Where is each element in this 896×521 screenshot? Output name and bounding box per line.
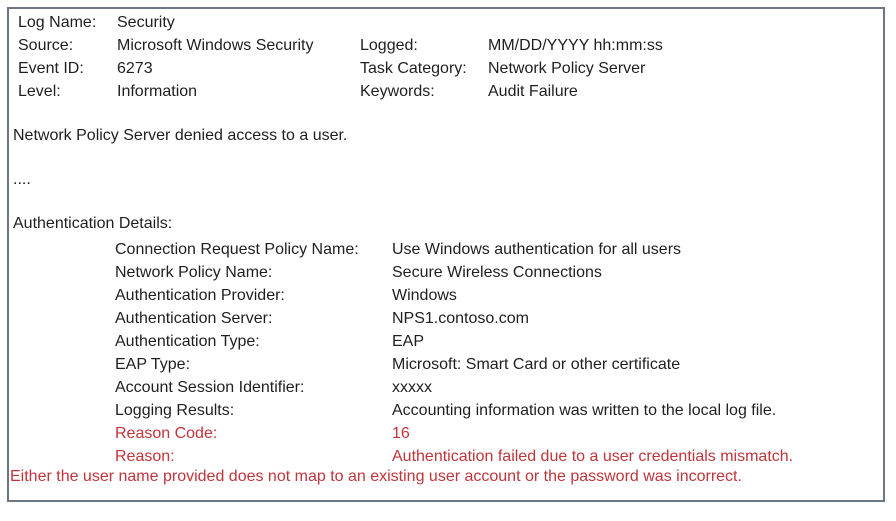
detail-value: NPS1.contoso.com	[392, 310, 529, 327]
ellipsis-text: ....	[13, 171, 31, 188]
detail-value: xxxxx	[392, 379, 432, 396]
header-row-log-name	[9, 11, 883, 34]
level-value: Information	[117, 83, 198, 100]
header-row-eventid-taskcategory	[9, 57, 883, 80]
authentication-details-heading	[9, 212, 883, 235]
header-row-level-keywords	[9, 80, 883, 103]
detail-label: Network Policy Name:	[115, 264, 273, 281]
detail-row-connection-request-policy	[9, 238, 883, 261]
detail-row-account-session-identifier	[9, 376, 883, 399]
reason-value: Authentication failed due to a user credentials mismatch.	[392, 448, 794, 465]
detail-value: Use Windows authentication for all users	[392, 241, 682, 258]
task-category-label: Task Category:	[360, 60, 467, 77]
detail-row-network-policy-name	[9, 261, 883, 284]
failure-explanation	[9, 465, 883, 488]
level-label: Level:	[18, 83, 61, 100]
source-value: Microsoft Windows Security	[117, 37, 314, 54]
detail-value: Secure Wireless Connections	[392, 264, 602, 281]
reason-code-label: Reason Code:	[115, 425, 218, 442]
header-spacer	[488, 11, 883, 34]
logged-value: MM/DD/YYYY hh:mm:ss	[488, 37, 663, 54]
event-message	[9, 124, 883, 147]
task-category-value: Network Policy Server	[488, 60, 646, 77]
ellipsis-placeholder	[9, 168, 883, 191]
reason-code-value: 16	[392, 425, 410, 442]
failure-explanation-text: Either the user name provided does not map to an existing user account or the password was incorrect.	[10, 468, 742, 485]
detail-row-authentication-type	[9, 330, 883, 353]
log-name-value: Security	[117, 14, 175, 31]
detail-value: Microsoft: Smart Card or other certificate	[392, 356, 681, 373]
detail-label: Authentication Type:	[115, 333, 260, 350]
keywords-label: Keywords:	[360, 83, 435, 100]
detail-label: Logging Results:	[115, 402, 235, 419]
reason-label: Reason:	[115, 448, 175, 465]
event-header	[9, 11, 883, 103]
source-label: Source:	[18, 37, 74, 54]
authentication-details-list	[9, 238, 883, 468]
log-name-label: Log Name:	[18, 14, 97, 31]
event-message-text: Network Policy Server denied access to a user.	[13, 127, 348, 144]
detail-value: Windows	[392, 287, 457, 304]
header-spacer	[360, 11, 488, 34]
detail-row-authentication-provider	[9, 284, 883, 307]
header-row-source-logged	[9, 34, 883, 57]
detail-label: Authentication Server:	[115, 310, 273, 327]
detail-row-eap-type	[9, 353, 883, 376]
detail-label: Authentication Provider:	[115, 287, 285, 304]
detail-row-reason-code	[9, 422, 883, 445]
detail-row-authentication-server	[9, 307, 883, 330]
detail-row-logging-results	[9, 399, 883, 422]
event-id-label: Event ID:	[18, 60, 84, 77]
detail-label: Connection Request Policy Name:	[115, 241, 359, 258]
event-log-frame	[7, 7, 885, 502]
logged-label: Logged:	[360, 37, 418, 54]
detail-value: Accounting information was written to the local log file.	[392, 402, 777, 419]
keywords-value: Audit Failure	[488, 83, 578, 100]
detail-value: EAP	[392, 333, 425, 350]
event-id-value: 6273	[117, 60, 153, 77]
detail-label: EAP Type:	[115, 356, 191, 373]
detail-label: Account Session Identifier:	[115, 379, 305, 396]
authentication-details-title: Authentication Details:	[13, 215, 173, 232]
